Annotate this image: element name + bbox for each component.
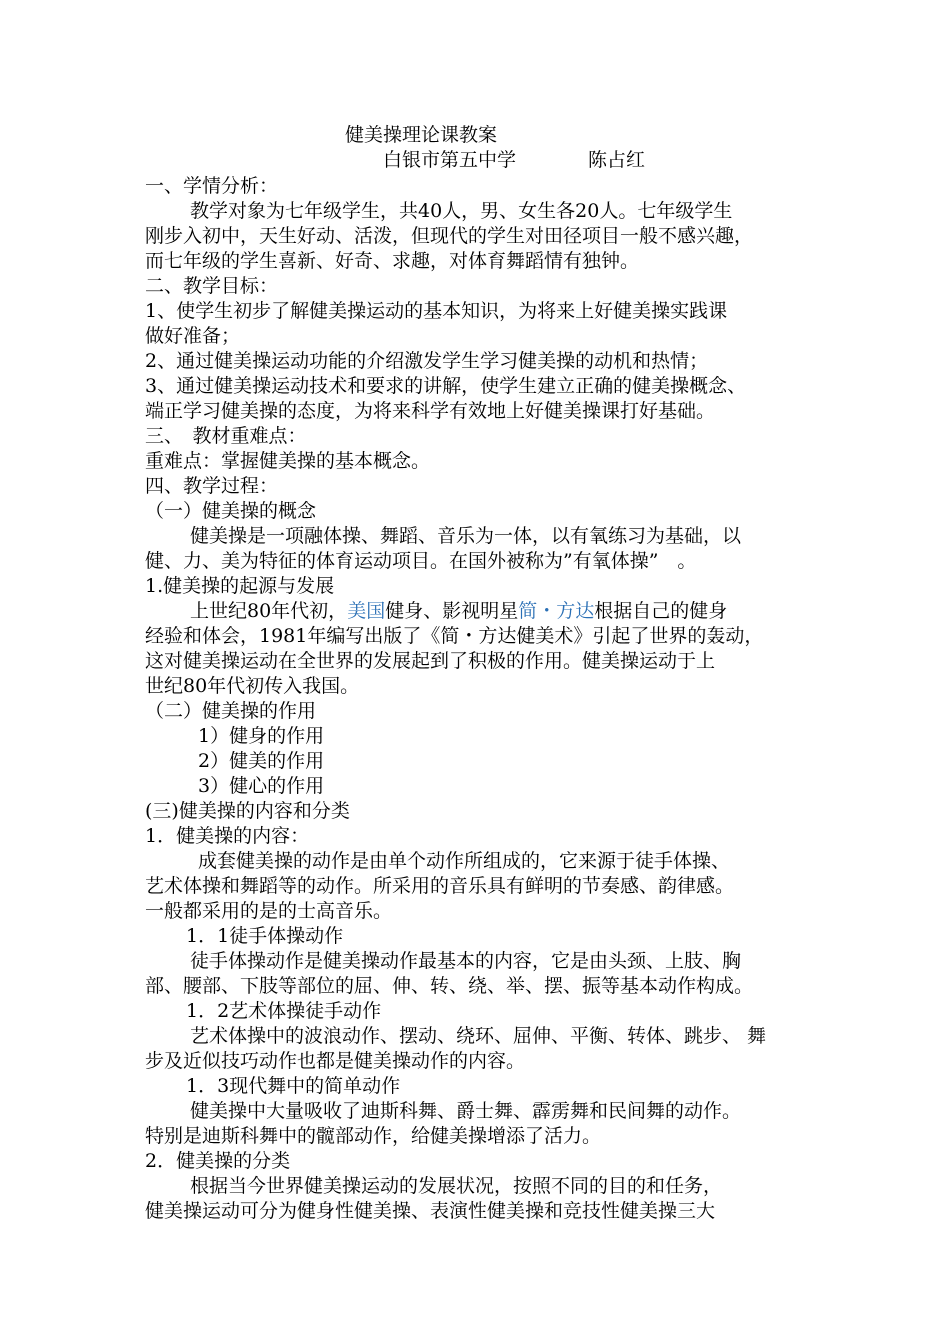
origin-text: 健身、影视明星 [385, 600, 519, 622]
origin-text: 上世纪80年代初， [190, 600, 348, 622]
paragraph-line: 刚步入初中，天生好动、活泼，但现代的学生对田径项目一般不感兴趣， [145, 225, 754, 247]
paragraph-line: 健美操是一项融体操、舞蹈、音乐为一体，以有氧练习为基础，以 [190, 525, 742, 547]
goal-line: 端正学习健美操的态度，为将来科学有效地上好健美操课打好基础。 [145, 400, 716, 422]
goal-line: 2、通过健美操运动功能的介绍激发学生学习健美操的动机和热情； [145, 350, 709, 372]
goal-line: 3、通过健美操运动技术和要求的讲解，使学生建立正确的健美操概念、 [145, 375, 747, 397]
item-heading-freehand: 1．1徒手体操动作 [186, 925, 344, 947]
byline [383, 148, 803, 173]
section-heading-analysis: 一、学情分析： [145, 175, 279, 197]
paragraph-line: 特别是迪斯科舞中的髋部动作，给健美操增添了活力。 [145, 1125, 602, 1147]
paragraph-line: 艺术体操中的波浪动作、摆动、绕环、屈伸、平衡、转体、跳步、 舞 [190, 1025, 767, 1047]
paragraph-line: 一般都采用的是的士高音乐。 [145, 900, 393, 922]
subsection-heading-origin: 1.健美操的起源与发展 [145, 575, 335, 597]
link-usa[interactable]: 美国 [347, 600, 386, 622]
paragraph-line: 而七年级的学生喜新、好奇、求趣，对体育舞蹈情有独钟。 [145, 250, 640, 272]
keypoints-text: 重难点：掌握健美操的基本概念。 [145, 450, 431, 472]
paragraph-line: 健、力、美为特征的体育运动项目。在国外被称为”有氧体操” 。 [145, 550, 697, 572]
item-heading-modern-dance: 1．3现代舞中的简单动作 [186, 1075, 401, 1097]
section-heading-keypoints: 三、 教材重难点： [145, 425, 307, 447]
document-title: 健美操理论课教案 [345, 124, 498, 146]
paragraph-line: 步及近似技巧动作也都是健美操动作的内容。 [145, 1050, 526, 1072]
paragraph-line: 经验和体会，1981年编写出版了《简・方达健美术》引起了世界的轰动， [145, 625, 764, 647]
list-item: 1）健身的作用 [198, 725, 325, 747]
paragraph-line: 健美操中大量吸收了迪斯科舞、爵士舞、霹雳舞和民间舞的动作。 [190, 1100, 742, 1122]
school-name: 白银市第五中学 [383, 149, 517, 171]
subsection-heading-concept: （一）健美操的概念 [145, 500, 317, 522]
subsection-heading-functions: （二）健美操的作用 [145, 700, 317, 722]
paragraph-line: 这对健美操运动在全世界的发展起到了积极的作用。健美操运动于上 [145, 650, 716, 672]
item-heading-rhythmic: 1．2艺术体操徒手动作 [186, 1000, 382, 1022]
goal-line: 做好准备； [145, 325, 241, 347]
paragraph-line [190, 599, 825, 624]
paragraph-line: 教学对象为七年级学生，共40人，男、女生各20人。七年级学生 [190, 200, 733, 222]
paragraph-line: 健美操运动可分为健身性健美操、表演性健美操和竞技性健美操三大 [145, 1200, 716, 1222]
paragraph-line: 根据当今世界健美操运动的发展状况，按照不同的目的和任务， [190, 1175, 723, 1197]
origin-text: 根据自己的健身 [594, 600, 728, 622]
section-heading-goals: 二、教学目标： [145, 275, 279, 297]
list-item: 2）健美的作用 [198, 750, 325, 772]
list-item: 3）健心的作用 [198, 775, 325, 797]
paragraph-line: 世纪80年代初传入我国。 [145, 675, 360, 697]
author-name: 陈占红 [588, 149, 646, 171]
item-heading-content: 1．健美操的内容： [145, 825, 310, 847]
paragraph-line: 艺术体操和舞蹈等的动作。所采用的音乐具有鲜明的节奏感、韵律感。 [145, 875, 735, 897]
item-heading-classification: 2．健美操的分类 [145, 1150, 291, 1172]
paragraph-line: 成套健美操的动作是由单个动作所组成的，它来源于徒手体操、 [198, 850, 731, 872]
paragraph-line: 徒手体操动作是健美操动作最基本的内容，它是由头颈、上肢、胸 [190, 950, 742, 972]
goal-line: 1、使学生初步了解健美操运动的基本知识，为将来上好健美操实践课 [145, 300, 728, 322]
section-heading-process: 四、教学过程： [145, 475, 279, 497]
subsection-heading-content: (三)健美操的内容和分类 [145, 800, 350, 822]
link-jane-fonda[interactable]: 简・方达 [518, 600, 595, 622]
paragraph-line: 部、腰部、下肢等部位的屈、伸、转、绕、举、摆、振等基本动作构成。 [145, 975, 754, 997]
